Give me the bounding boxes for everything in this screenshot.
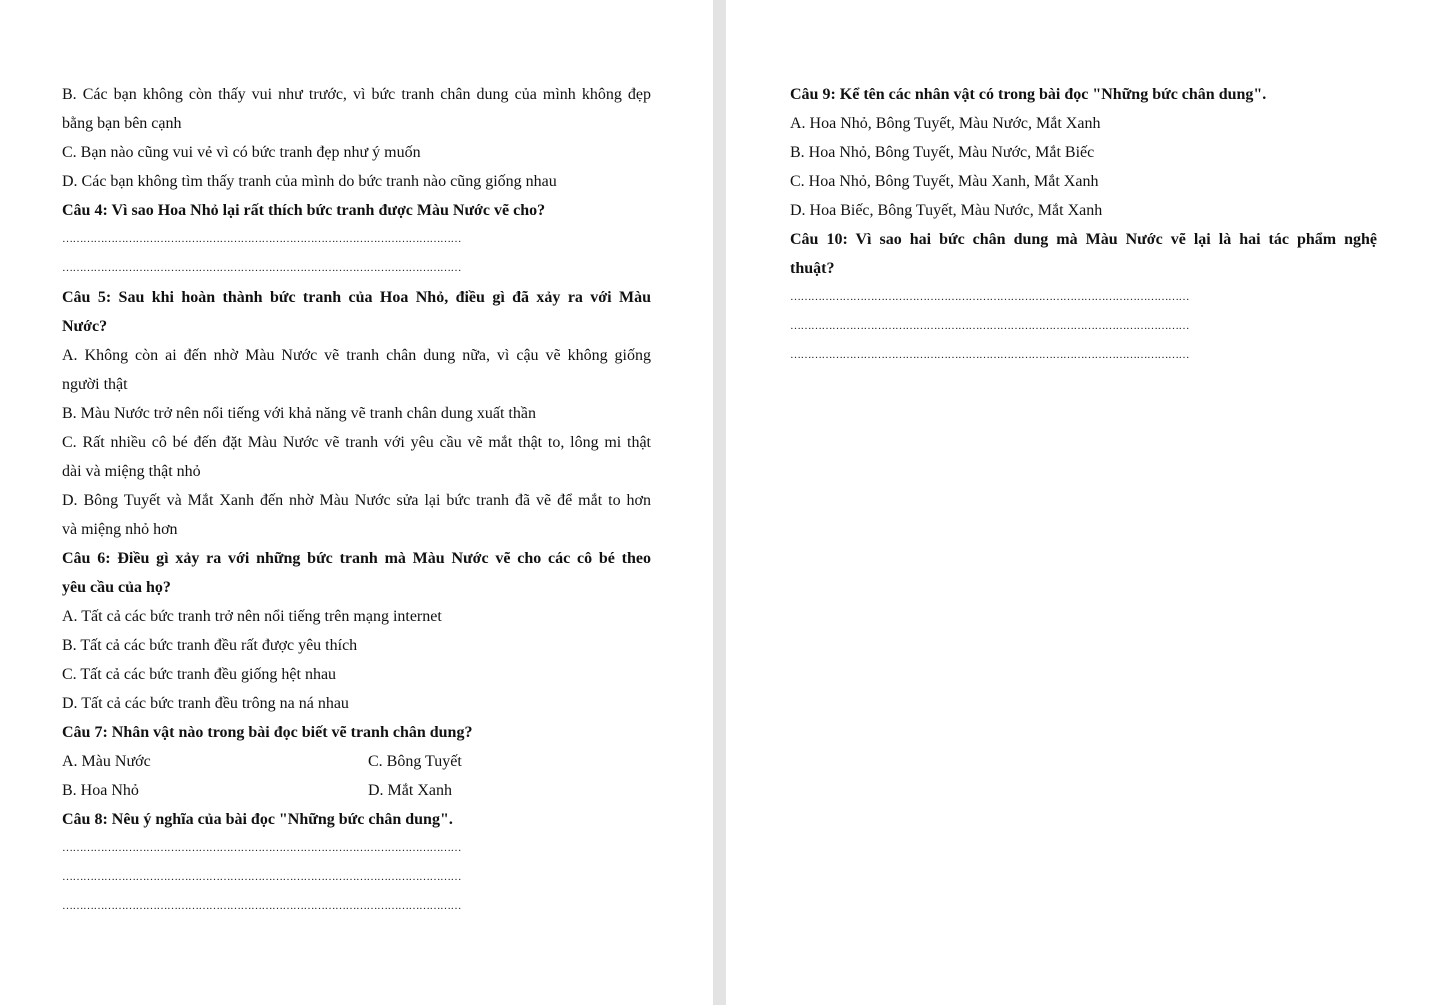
q5-question-cont: Nước?	[62, 318, 108, 335]
q5-question: Câu 5: Sau khi hoàn thành bức tranh của Hoa Nhỏ, điều gì đã xảy ra với Màu	[62, 289, 651, 306]
q9-option-c: C. Hoa Nhỏ, Bông Tuyết, Màu Xanh, Mắt Xanh	[790, 173, 1099, 190]
q5-option-a-cont: người thật	[62, 376, 128, 393]
q8-answer-blank: ……………………………………………………………………………………………………	[62, 871, 461, 883]
q4-answer-blank: ……………………………………………………………………………………………………	[62, 262, 461, 274]
q9-option-b: B. Hoa Nhỏ, Bông Tuyết, Màu Nước, Mắt Biếc	[790, 144, 1095, 161]
q8-question: Câu 8: Nêu ý nghĩa của bài đọc "Những bức chân dung".	[62, 811, 453, 828]
q6-option-a: A. Tất cả các bức tranh trở nên nổi tiếng trên mạng internet	[62, 608, 442, 625]
q3-option-c: C. Bạn nào cũng vui vẻ vì có bức tranh đẹp như ý muốn	[62, 144, 421, 161]
q6-option-c: C. Tất cả các bức tranh đều giống hệt nhau	[62, 666, 337, 683]
q7-options-row	[62, 776, 651, 805]
q3-option-d: D. Các bạn không tìm thấy tranh của mình do bức tranh nào cũng giống nhau	[62, 173, 557, 190]
q6-question: Câu 6: Điều gì xảy ra với những bức tranh mà Màu Nước vẽ cho các cô bé theo	[62, 550, 651, 567]
q6-question-cont: yêu cầu của họ?	[62, 579, 171, 596]
q5-option-c: C. Rất nhiều cô bé đến đặt Màu Nước vẽ tranh với yêu cầu vẽ mắt thật to, lông mi thật	[62, 434, 651, 451]
q5-option-c-cont: dài và miệng thật nhỏ	[62, 463, 201, 480]
document-page-right	[726, 0, 1437, 1005]
q9-option-d: D. Hoa Biếc, Bông Tuyết, Màu Nước, Mắt Xanh	[790, 202, 1103, 219]
q5-option-b: B. Màu Nước trở nên nổi tiếng với khả năng vẽ tranh chân dung xuất thần	[62, 405, 536, 422]
q4-answer-blank: ……………………………………………………………………………………………………	[62, 233, 461, 245]
q4-question: Câu 4: Vì sao Hoa Nhỏ lại rất thích bức tranh được Màu Nước vẽ cho?	[62, 202, 546, 219]
q7-option-d: D. Mắt Xanh	[368, 782, 452, 799]
q9-option-a: A. Hoa Nhỏ, Bông Tuyết, Màu Nước, Mắt Xanh	[790, 115, 1101, 132]
q5-option-d: D. Bông Tuyết và Mắt Xanh đến nhờ Màu Nước sửa lại bức tranh đã vẽ để mắt to hơn	[62, 492, 651, 509]
document-page-left	[0, 0, 713, 1005]
q7-question: Câu 7: Nhân vật nào trong bài đọc biết vẽ tranh chân dung?	[62, 724, 473, 741]
q5-option-a: A. Không còn ai đến nhờ Màu Nước vẽ tranh chân dung nữa, vì cậu vẽ không giống	[62, 347, 651, 364]
q3-option-b-cont: bằng bạn bên cạnh	[62, 115, 182, 132]
q5-option-d-cont: và miệng nhỏ hơn	[62, 521, 178, 538]
q7-option-a: A. Màu Nước	[62, 753, 151, 770]
q7-options-row	[62, 747, 651, 776]
q7-option-b: B. Hoa Nhỏ	[62, 782, 139, 799]
q7-option-c: C. Bông Tuyết	[368, 753, 462, 770]
q6-option-b: B. Tất cả các bức tranh đều rất được yêu thích	[62, 637, 358, 654]
q10-answer-blank: ……………………………………………………………………………………………………	[790, 320, 1189, 332]
q8-answer-blank: ……………………………………………………………………………………………………	[62, 842, 461, 854]
q10-answer-blank: ……………………………………………………………………………………………………	[790, 291, 1189, 303]
q3-option-b: B. Các bạn không còn thấy vui như trước, vì bức tranh chân dung của mình không đẹp	[62, 86, 651, 103]
q10-question: Câu 10: Vì sao hai bức chân dung mà Màu Nước vẽ lại là hai tác phẩm nghệ	[790, 231, 1377, 248]
q10-answer-blank: ……………………………………………………………………………………………………	[790, 349, 1189, 361]
q8-answer-blank: ……………………………………………………………………………………………………	[62, 900, 461, 912]
q9-question: Câu 9: Kể tên các nhân vật có trong bài đọc "Những bức chân dung".	[790, 86, 1267, 103]
q6-option-d: D. Tất cả các bức tranh đều trông na ná nhau	[62, 695, 349, 712]
q10-question-cont: thuật?	[790, 260, 835, 277]
